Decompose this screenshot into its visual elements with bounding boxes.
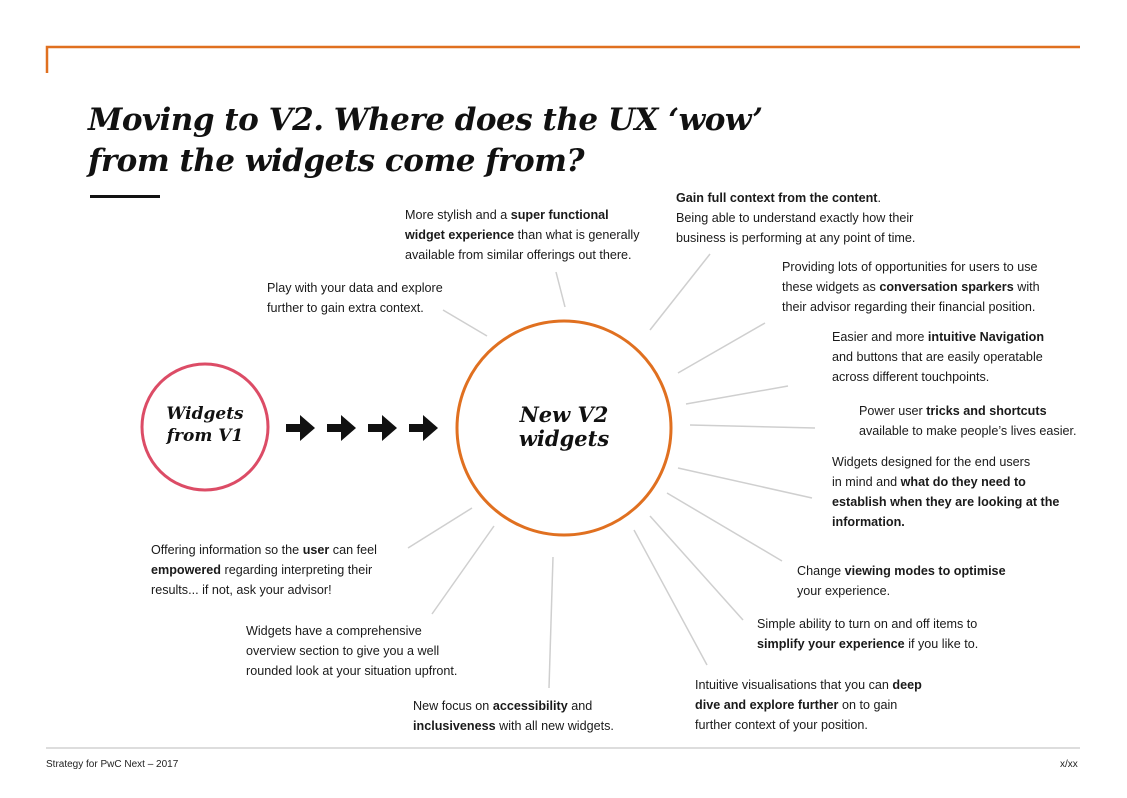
- callout-text: and buttons that are easily operatable across different touchpoints.: [832, 350, 1043, 384]
- page-title: Moving to V2. Where does the UX ‘wow’ from the widgets come from?: [88, 102, 763, 179]
- callout-bold-text: tricks and shortcuts: [926, 404, 1047, 418]
- callout-text: if you like to.: [904, 637, 979, 651]
- callout-end-users: [832, 452, 1059, 532]
- callout-tricks-shortcuts: [859, 401, 1077, 441]
- callout-text: . Being able to understand exactly how their business is performing at any point of time.: [676, 191, 916, 245]
- callout-text: your experience.: [797, 584, 891, 598]
- arrow-right-icon: [286, 415, 315, 441]
- callout-bold-text: empowered: [151, 563, 221, 577]
- callout-text: with all new widgets.: [495, 719, 614, 733]
- footer-page-number: x/xx: [1060, 759, 1078, 770]
- callout-intuitive-navigation: [832, 327, 1044, 387]
- connector-line: [443, 310, 487, 336]
- callout-bold-text: accessibility: [492, 699, 568, 713]
- callout-bold-text: Gain full context from the content: [676, 191, 878, 205]
- callout-text: Change: [797, 564, 845, 578]
- v2-circle-label: New V2 widgets: [518, 402, 610, 451]
- callout-text: Widgets have a comprehensive overview section to give you a well rounded look at your situation upfront.: [246, 624, 458, 678]
- callout-bold-text: conversation sparkers: [879, 280, 1014, 294]
- callout-text: Providing lots of opportunities for users to use these widgets as: [782, 260, 1038, 294]
- callout-super-functional: [405, 205, 640, 265]
- connector-line: [549, 557, 553, 688]
- callout-text: with their advisor regarding their financial position.: [782, 280, 1040, 314]
- callout-text: Widgets designed for the end users in mind and: [832, 455, 1031, 489]
- callout-bold-text: super functional widget experience: [405, 208, 609, 242]
- callout-text: regarding interpreting their results... if not, ask your advisor!: [151, 563, 373, 597]
- callout-play-with-data: [267, 278, 443, 318]
- footer-left-text: Strategy for PwC Next – 2017: [46, 759, 179, 770]
- callout-bold-text: simplify your experience: [757, 637, 905, 651]
- callout-text: than what is generally available from similar offerings out there.: [405, 228, 640, 262]
- callout-overview-section: [246, 621, 457, 681]
- callout-simplify: [757, 614, 978, 654]
- connector-line: [556, 272, 565, 307]
- callout-text: Easier and more: [832, 330, 928, 344]
- connector-line: [667, 493, 782, 561]
- connector-line: [650, 254, 710, 330]
- callout-text: Play with your data and explore further to gain extra context.: [267, 281, 443, 315]
- connector-line: [686, 386, 788, 404]
- callout-full-context: [676, 188, 915, 248]
- v1-circle-label: Widgets from V1: [166, 404, 244, 446]
- arrow-right-icon: [409, 415, 438, 441]
- callout-bold-text: deep dive and explore further: [695, 678, 922, 712]
- callout-text: New focus on: [413, 699, 493, 713]
- callout-accessibility: [413, 696, 614, 736]
- connector-line: [634, 530, 707, 665]
- callout-viewing-modes: [797, 561, 1006, 601]
- callout-bold-text: user: [302, 543, 330, 557]
- callout-text: Power user: [859, 404, 927, 418]
- connector-line: [690, 425, 815, 428]
- connector-line: [650, 516, 743, 620]
- top-accent-line: [47, 47, 1080, 73]
- callout-text: and: [571, 699, 593, 713]
- callout-text: Offering information so the: [151, 543, 303, 557]
- connector-line: [408, 508, 472, 548]
- callout-bold-text: inclusiveness: [413, 719, 496, 733]
- connector-lines: [408, 254, 815, 688]
- connector-line: [432, 526, 494, 614]
- callout-conversation-sparkers: [782, 257, 1040, 317]
- connector-line: [678, 468, 812, 498]
- callout-bold-text: viewing modes to optimise: [844, 564, 1006, 578]
- callout-text: More stylish and a: [405, 208, 511, 222]
- title-underline: [90, 195, 160, 198]
- callout-bold-text: intuitive Navigation: [927, 330, 1045, 344]
- connector-line: [678, 323, 765, 373]
- callout-bold-text: what do they need to establish when they are looking at the information.: [832, 475, 1060, 529]
- callout-text: available to make people’s lives easier.: [859, 424, 1077, 438]
- callout-text: Simple ability to turn on and off items to: [757, 617, 978, 631]
- arrow-right-icon: [368, 415, 397, 441]
- callout-text: Intuitive visualisations that you can: [695, 678, 893, 692]
- arrow-right-icon: [327, 415, 356, 441]
- callout-text: on to gain further context of your position.: [695, 698, 898, 732]
- callout-deep-dive: [695, 675, 922, 735]
- callout-empowered: [151, 540, 377, 600]
- callout-text: can feel: [332, 543, 377, 557]
- arrow-row: [286, 415, 438, 441]
